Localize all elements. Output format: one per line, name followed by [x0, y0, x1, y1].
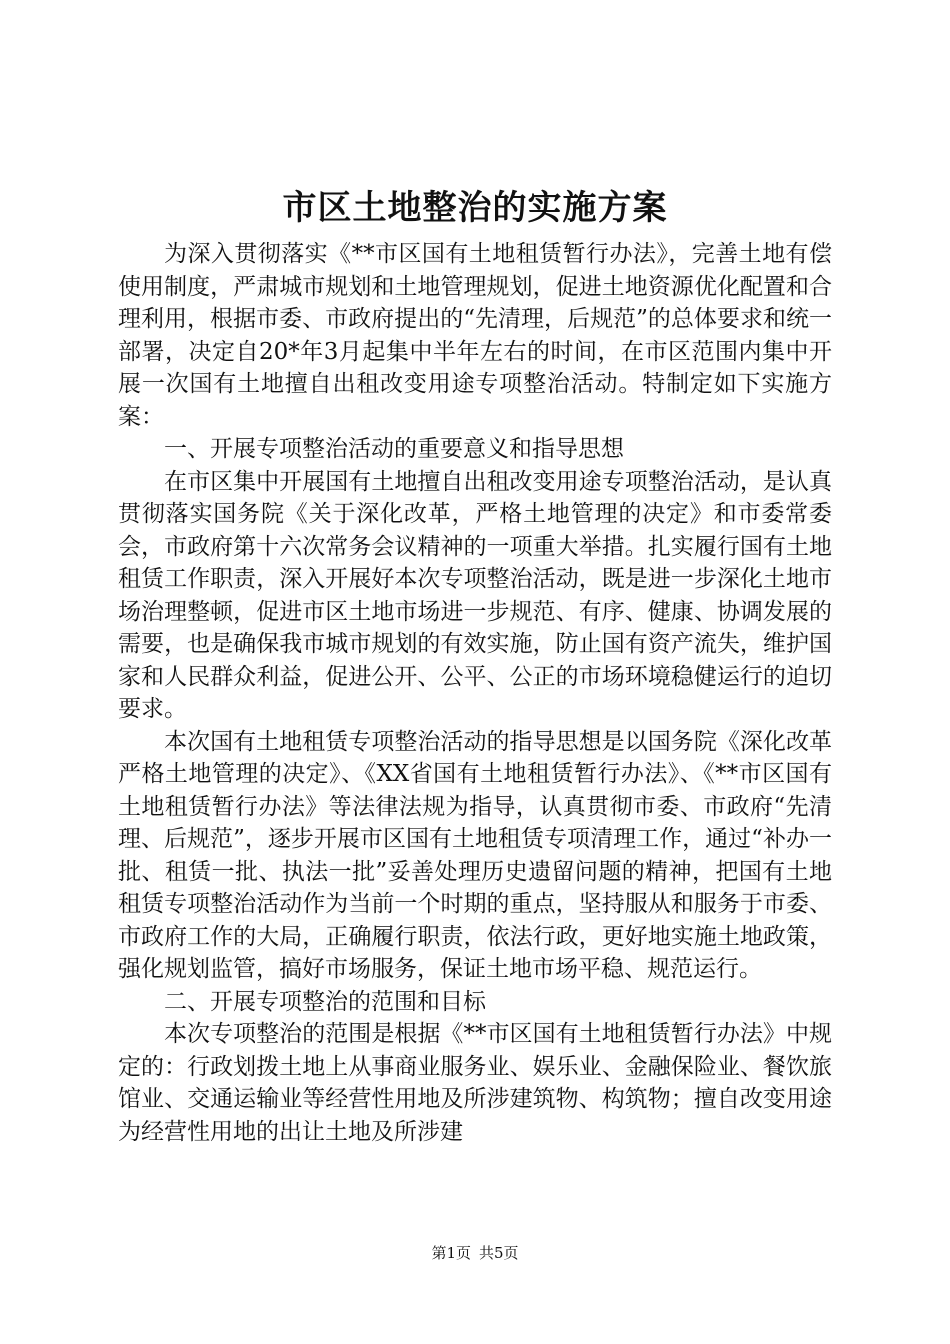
page-number: 第1页 — [431, 1244, 471, 1262]
document-title: 市区土地整治的实施方案 — [282, 188, 668, 228]
paragraph-scope: 本次专项整治的范围是根据《**市区国有土地租赁暂行办法》中规定的：行政划拨土地上从事商业服务业、娱乐业、金融保险业、餐饮旅馆业、交通运输业等经营性用地及所涉建筑物、构筑物；擅自改变用途为经营性用地的出让土地及所涉建 — [118, 1021, 832, 1145]
page-footer — [0, 1243, 950, 1263]
paragraph-intro: 为深入贯彻落实《**市区国有土地租赁暂行办法》，完善土地有偿使用制度，严肃城市规划和土地管理规划，促进土地资源优化配置和合理利用，根据市委、市政府提出的“先清理，后规范”的总体要求和统一部署，决定自20*年3月起集中半年左右的时间，在市区范围内集中开展一次国有土地擅自出租改变用途专项整治活动。特制定如下实施方案： — [118, 241, 832, 430]
paragraph-guiding-ideology: 本次国有土地租赁专项整治活动的指导思想是以国务院《深化改革严格土地管理的决定》、《XX省国有土地租赁暂行办法》、《**市区国有土地租赁暂行办法》等法律法规为指导，认真贯彻市委、市政府“先清理、后规范”，逐步开展市区国有土地租赁专项清理工作，通过“补办一批、租赁一批、执法一批”妥善处理历史遗留问题的精神，把国有土地租赁专项整治活动作为当前一个时期的重点，坚持服从和服务于市委、市政府工作的大局，正确履行职责，依法行政，更好地实施土地政策，强化规划监管，搞好市场服务，保证土地市场平稳、规范运行。 — [118, 728, 832, 982]
page-total: 共5页 — [479, 1244, 519, 1262]
section-heading-1: 一、开展专项整治活动的重要意义和指导思想 — [164, 436, 624, 462]
paragraph-significance: 在市区集中开展国有土地擅自出租改变用途专项整治活动，是认真贯彻落实国务院《关于深化改革，严格土地管理的决定》和市委常委会，市政府第十六次常务会议精神的一项重大举措。扎实履行国有土地租赁工作职责，深入开展好本次专项整治活动，既是进一步深化土地市场治理整顿，促进市区土地市场进一步规范、有序、健康、协调发展的需要，也是确保我市城市规划的有效实施，防止国有资产流失，维护国家和人民群众利益，促进公开、公平、公正的市场环境稳健运行的迫切要求。 — [118, 468, 832, 722]
document-body — [118, 238, 832, 1148]
section-heading-2: 二、开展专项整治的范围和目标 — [164, 988, 486, 1015]
